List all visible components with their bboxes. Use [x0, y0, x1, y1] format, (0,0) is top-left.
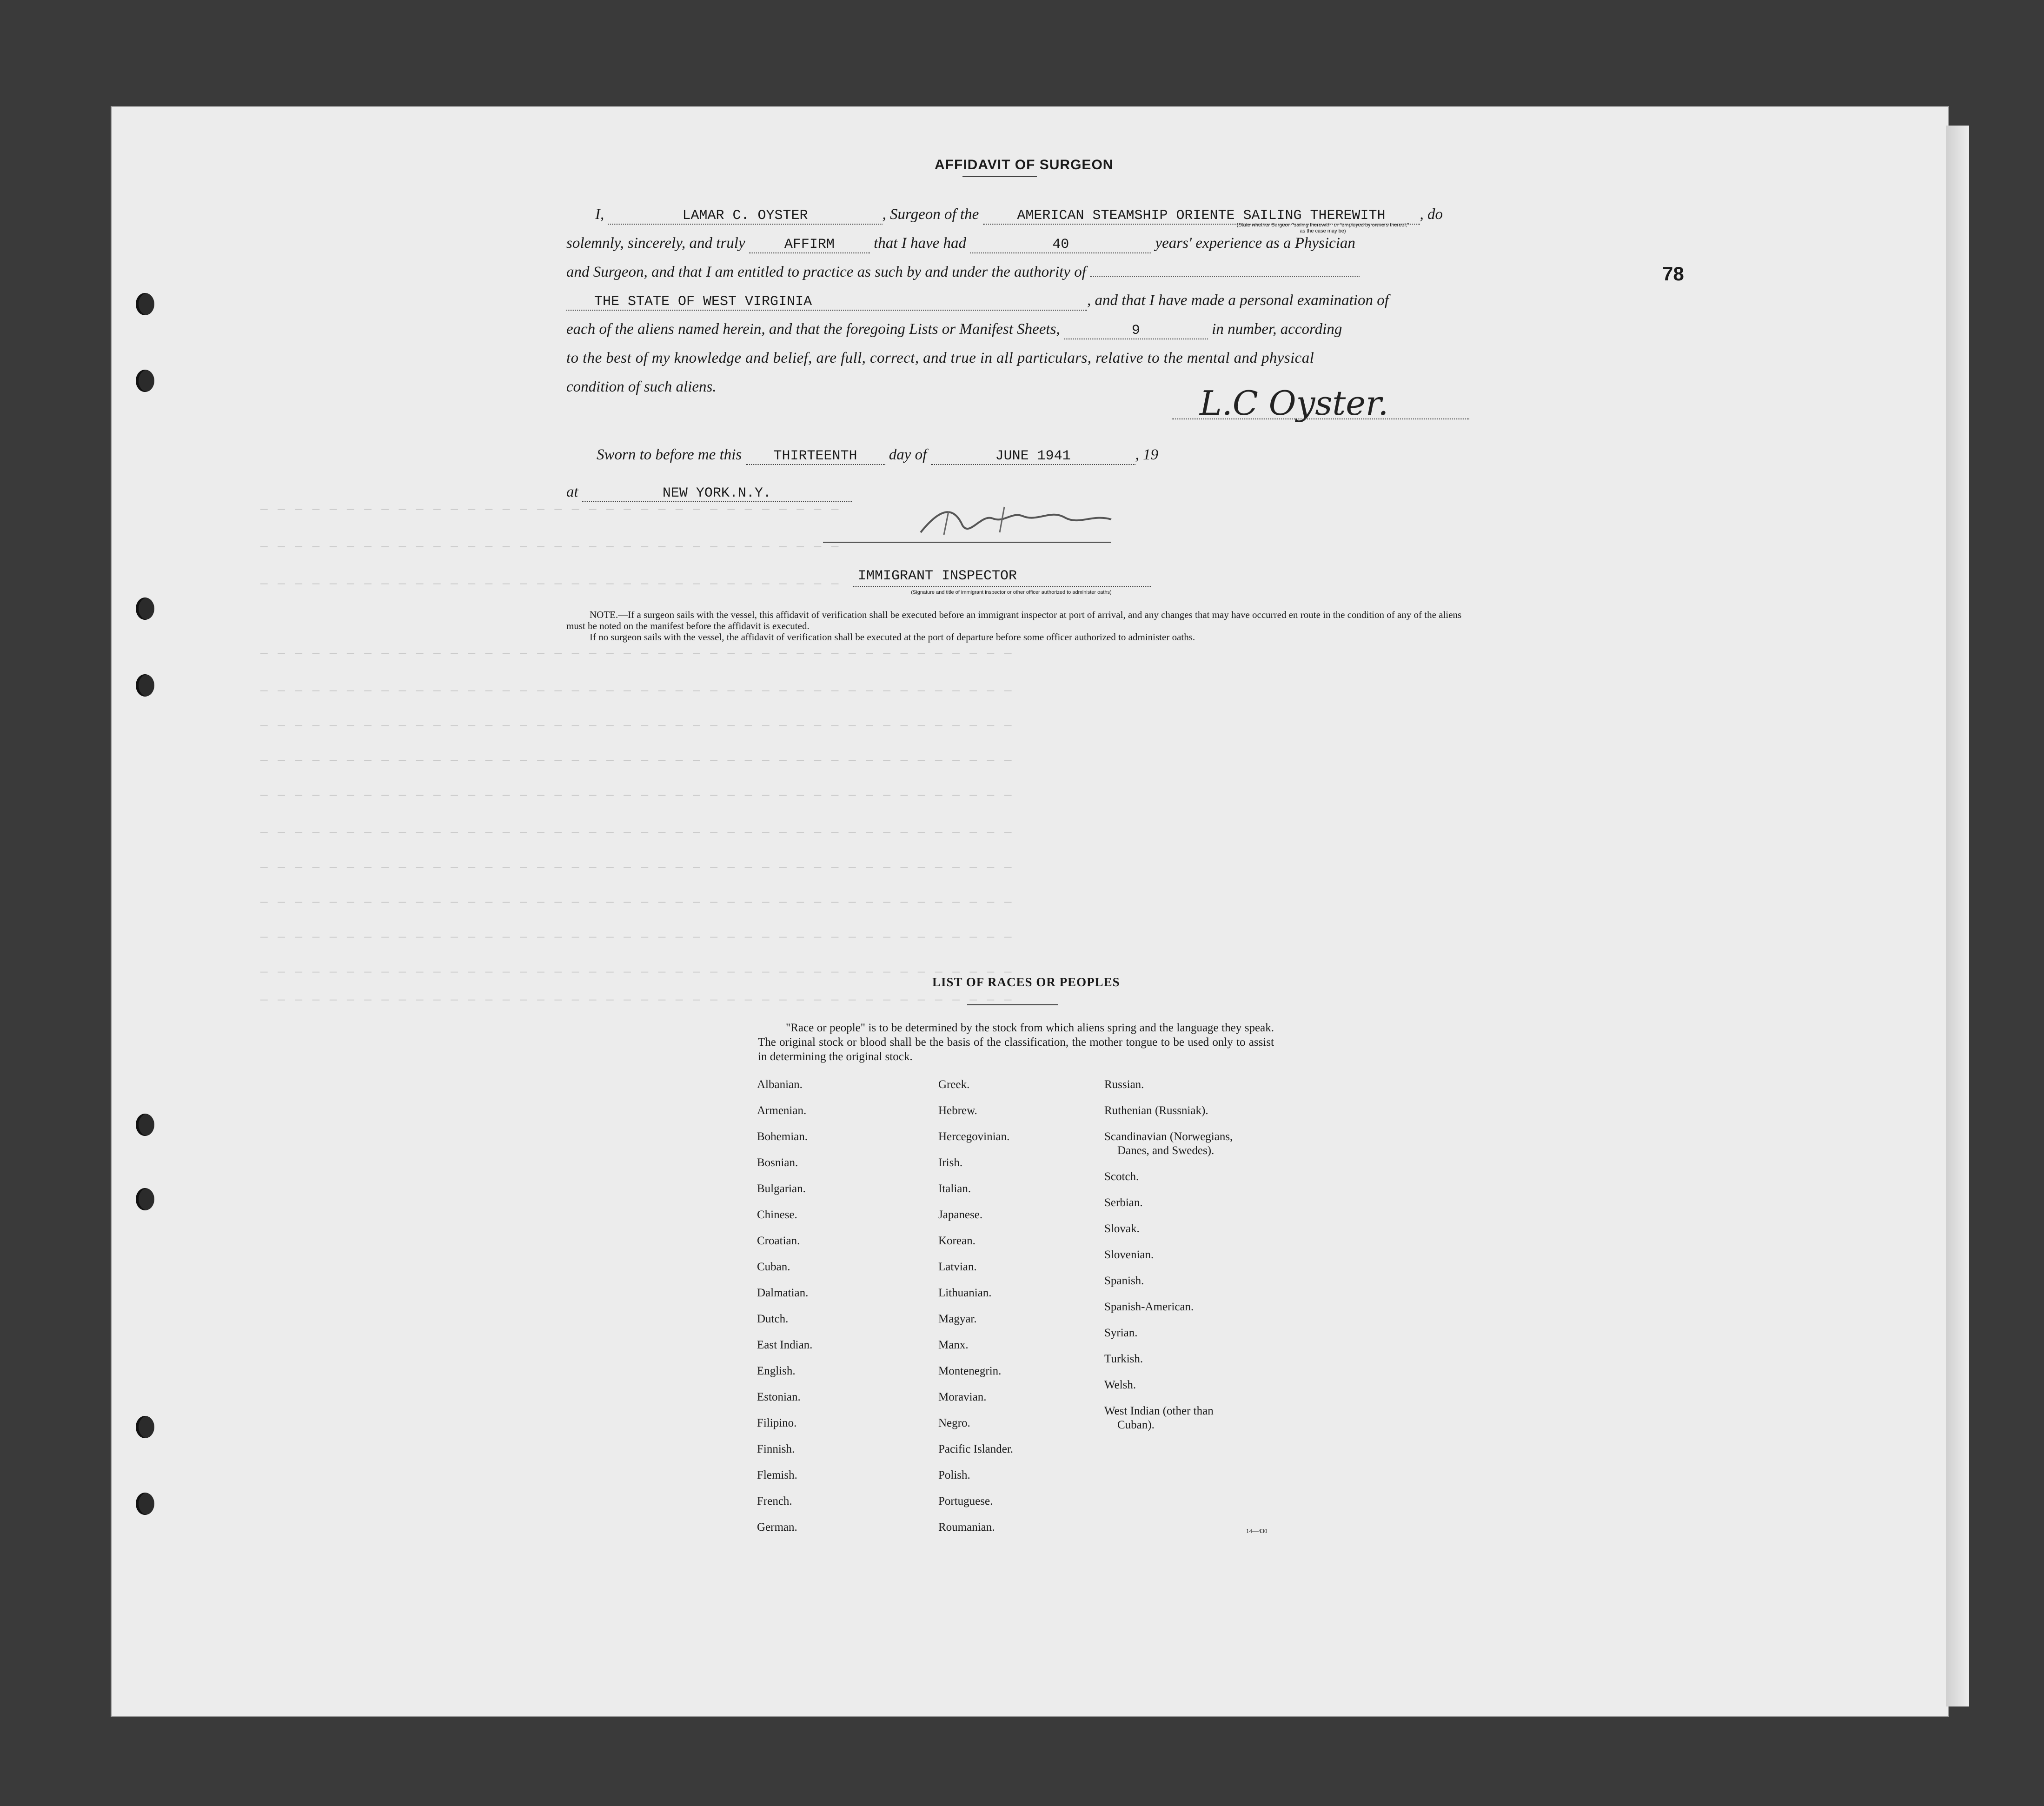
- sworn-month-field: JUNE 1941: [931, 448, 1135, 465]
- affidavit-line-3: [566, 264, 1360, 281]
- race-item: Syrian.: [1104, 1327, 1138, 1339]
- sheets-field: 9: [1064, 323, 1208, 339]
- race-item: Spanish.: [1104, 1275, 1144, 1287]
- oath-field: AFFIRM: [749, 237, 870, 253]
- race-item: Korean.: [938, 1235, 976, 1247]
- race-item: Lithuanian.: [938, 1287, 992, 1299]
- years-field: 40: [970, 237, 1151, 253]
- affidavit-line-5: [566, 321, 1342, 339]
- inspector-title: IMMIGRANT INSPECTOR: [858, 568, 1017, 584]
- surgeon-line: and Surgeon, and that I am entitled to practice as such by and under the authority of: [566, 264, 1086, 280]
- aliens-label: each of the aliens named herein, and that the foregoing Lists or Manifest Sheets,: [566, 321, 1060, 338]
- binder-hole: [136, 1493, 154, 1515]
- surgeon-name-field: LAMAR C. OYSTER: [608, 208, 883, 225]
- intro-prefix: I,: [595, 206, 604, 223]
- race-item: Slovenian.: [1104, 1248, 1154, 1261]
- race-item: Estonian.: [757, 1391, 801, 1403]
- binder-hole: [136, 370, 154, 392]
- race-item: Scandinavian (Norwegians,: [1104, 1130, 1233, 1143]
- races-title: LIST OF RACES OR PEOPLES: [932, 975, 1120, 989]
- binder-hole: [136, 1188, 154, 1210]
- race-item: Cuban.: [757, 1261, 790, 1273]
- race-item: Armenian.: [757, 1104, 807, 1117]
- race-item: Spanish-American.: [1104, 1301, 1194, 1313]
- note-2: If no surgeon sails with the vessel, the affidavit of verification shall be executed at the port of departure before some officer authorized to administer oaths.: [590, 631, 1195, 643]
- binder-hole: [136, 674, 154, 697]
- races-column-3: [1104, 1072, 1233, 1432]
- exam-label: , and that I have made a personal examination of: [1087, 292, 1389, 309]
- solemnly-label: solemnly, sincerely, and truly: [566, 235, 745, 252]
- note-1: NOTE.—If a surgeon sails with the vessel, this affidavit of verification shall be executed before an immigrant inspector at port of arrival, and any changes that may have occurred en route in the condition of any of the aliens must be noted on the manifest before the affidavit is executed.: [566, 609, 1462, 631]
- experience-label: years' experience as a Physician: [1155, 235, 1355, 252]
- race-item: Negro.: [938, 1417, 970, 1429]
- authority-field: THE STATE OF WEST VIRGINIA: [566, 294, 1087, 311]
- race-item: West Indian (other than: [1104, 1405, 1214, 1417]
- inspector-signature-line: [823, 542, 1111, 543]
- surgeon-signature: L.C Oyster.: [1200, 384, 1389, 423]
- affidavit-line-1: [595, 206, 1443, 225]
- sworn-label: Sworn to before me this: [597, 446, 742, 463]
- race-item: Dutch.: [757, 1313, 789, 1325]
- race-item: Italian.: [938, 1182, 971, 1195]
- in-number-label: in number, according: [1212, 321, 1342, 338]
- races-title-underline: [967, 1004, 1058, 1005]
- inspector-caption: (Signature and title of immigrant inspector or other officer authorized to administer oaths): [911, 590, 1112, 595]
- race-item: East Indian.: [757, 1339, 813, 1351]
- authority-blank: [1090, 276, 1360, 277]
- race-item: Hercegovinian.: [938, 1130, 1010, 1143]
- signature-line: [1172, 418, 1469, 419]
- race-item: Roumanian.: [938, 1521, 995, 1534]
- form-number: 14—430: [1246, 1527, 1268, 1534]
- location-line: [566, 484, 852, 502]
- race-item: Welsh.: [1104, 1379, 1136, 1391]
- race-item: Cuban).: [1117, 1419, 1155, 1431]
- race-item: Japanese.: [938, 1208, 983, 1221]
- affidavit-line-4: [566, 292, 1389, 311]
- binder-hole: [136, 1416, 154, 1438]
- do-label: , do: [1420, 206, 1443, 223]
- page-edge: [1946, 126, 1969, 1706]
- affidavit-line-2: [566, 235, 1355, 253]
- year-label: , 19: [1135, 446, 1159, 463]
- race-item: Moravian.: [938, 1391, 987, 1403]
- location-field: NEW YORK.N.Y.: [582, 485, 852, 502]
- race-item: Bohemian.: [757, 1130, 808, 1143]
- page-number: 78: [1662, 263, 1684, 285]
- race-item: Turkish.: [1104, 1353, 1143, 1365]
- vessel-field: AMERICAN STEAMSHIP ORIENTE SAILING THEREWITH: [983, 208, 1420, 225]
- title-underline: [962, 176, 1037, 177]
- binder-hole: [136, 598, 154, 620]
- race-item: Finnish.: [757, 1443, 795, 1455]
- race-item: Montenegrin.: [938, 1365, 1002, 1377]
- races-column-2: [938, 1072, 1013, 1540]
- race-item: Russian.: [1104, 1078, 1144, 1091]
- race-item: Flemish.: [757, 1469, 797, 1481]
- race-item: Chinese.: [757, 1208, 797, 1221]
- race-item: Irish.: [938, 1156, 963, 1169]
- race-item: Scotch.: [1104, 1170, 1139, 1183]
- race-item: Danes, and Swedes).: [1117, 1144, 1214, 1157]
- race-item: Bosnian.: [757, 1156, 798, 1169]
- sworn-day-field: THIRTEENTH: [746, 448, 885, 465]
- races-column-1: [757, 1072, 812, 1540]
- race-item: Serbian.: [1104, 1196, 1143, 1209]
- race-item: English.: [757, 1365, 796, 1377]
- races-intro: "Race or people" is to be determined by the stock from which aliens spring and the language they speak. The original stock or blood shall be the basis of the classification, the mother tongue to be used only to assist in determining the original stock.: [758, 1022, 1274, 1063]
- knowledge-line: to the best of my knowledge and belief, are full, correct, and true in all particulars, relative to the mental and physical: [566, 350, 1314, 366]
- binder-hole: [136, 293, 154, 315]
- had-label: that I have had: [874, 235, 966, 252]
- affidavit-title: AFFIDAVIT OF SURGEON: [935, 157, 1114, 173]
- at-label: at: [566, 484, 578, 500]
- race-item: Albanian.: [757, 1078, 803, 1091]
- race-item: Greek.: [938, 1078, 970, 1091]
- day-of-label: day of: [889, 446, 927, 463]
- race-item: Croatian.: [757, 1235, 800, 1247]
- race-item: German.: [757, 1521, 797, 1534]
- binder-hole: [136, 1114, 154, 1136]
- race-item: Manx.: [938, 1339, 969, 1351]
- surgeon-of-label: , Surgeon of the: [882, 206, 979, 223]
- sworn-line: [597, 446, 1158, 465]
- race-item: Pacific Islander.: [938, 1443, 1014, 1455]
- race-item: Hebrew.: [938, 1104, 977, 1117]
- race-item: Bulgarian.: [757, 1182, 806, 1195]
- race-item: French.: [757, 1495, 792, 1507]
- race-item: Latvian.: [938, 1261, 977, 1273]
- race-item: Dalmatian.: [757, 1287, 809, 1299]
- race-item: Portuguese.: [938, 1495, 993, 1507]
- document-page: [112, 107, 1948, 1716]
- race-item: Ruthenian (Russniak).: [1104, 1104, 1208, 1117]
- condition-line: condition of such aliens.: [566, 378, 717, 395]
- inspector-signature: [911, 500, 1130, 542]
- race-item: Slovak.: [1104, 1222, 1140, 1235]
- race-item: Polish.: [938, 1469, 970, 1481]
- race-item: Magyar.: [938, 1313, 977, 1325]
- vessel-note: (State whether Surgeon "sailing therewith" or "employed by owners thereof," as the case may be): [1236, 222, 1409, 234]
- inspector-title-line: [853, 586, 1151, 587]
- race-item: Filipino.: [757, 1417, 797, 1429]
